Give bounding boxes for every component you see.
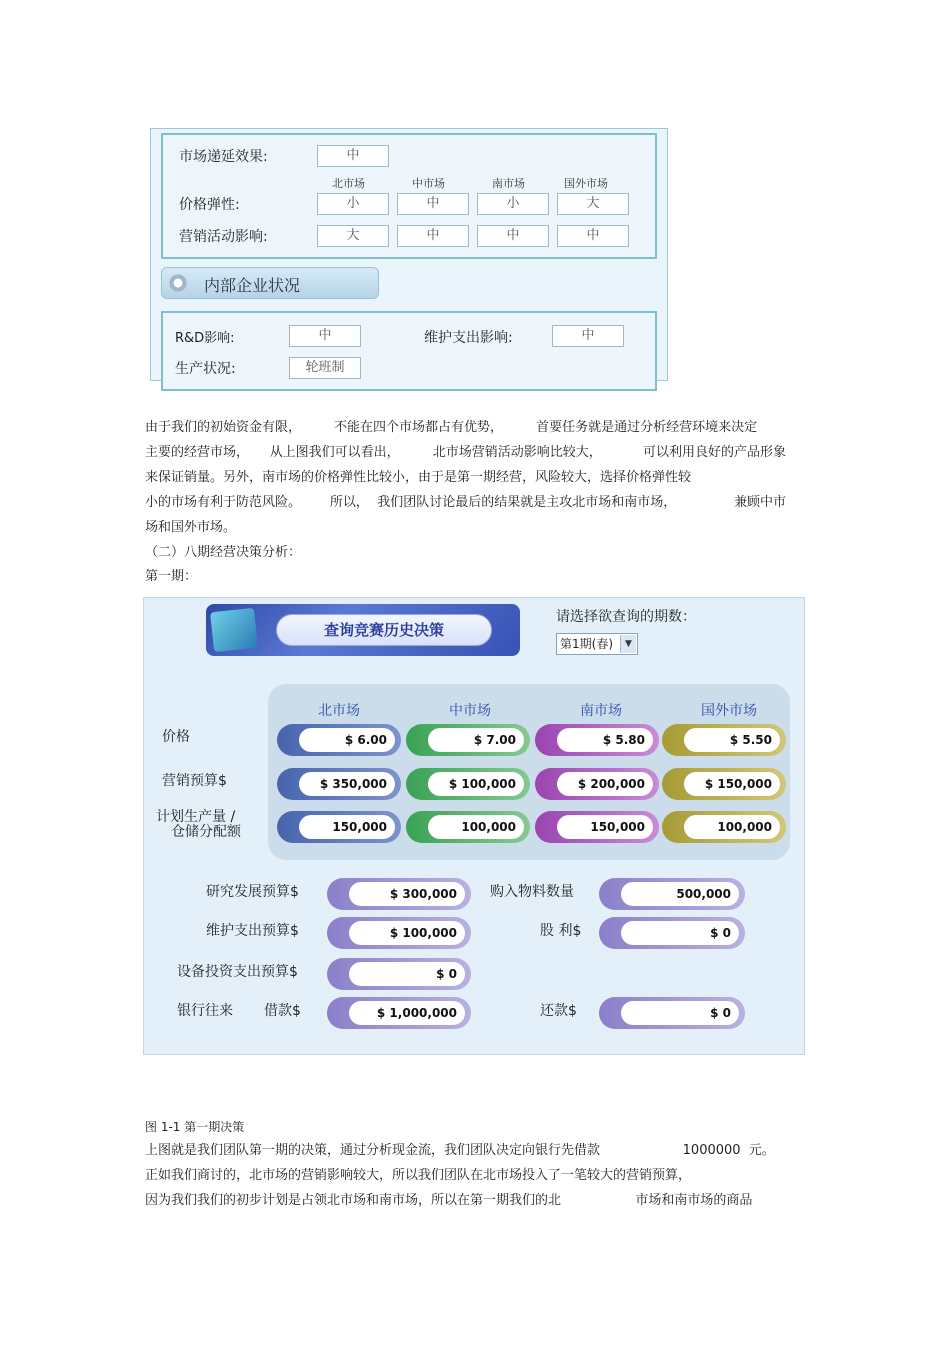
period-select[interactable] bbox=[556, 633, 638, 655]
equipment-budget-label: 设备投资支出预算$ bbox=[177, 964, 298, 980]
budget-value: $ 200,000 bbox=[557, 772, 653, 796]
price-elasticity-south: 小 bbox=[477, 193, 549, 215]
budget-field-foreign[interactable] bbox=[662, 768, 786, 800]
maintenance-budget-label: 维护支出预算$ bbox=[206, 923, 299, 939]
plan-value: 150,000 bbox=[557, 815, 653, 839]
figure-caption: 图 1-1 第一期决策 bbox=[145, 1120, 245, 1134]
loan-field[interactable] bbox=[327, 997, 471, 1029]
equipment-budget-field[interactable] bbox=[327, 958, 471, 990]
rd-budget-value: $ 300,000 bbox=[349, 882, 465, 906]
plan-value: 150,000 bbox=[299, 815, 395, 839]
internal-status-title: 内部企业状况 bbox=[204, 276, 301, 295]
maintenance-budget-field[interactable] bbox=[327, 917, 471, 949]
price-elasticity-central: 中 bbox=[397, 193, 469, 215]
plan-value: 100,000 bbox=[684, 815, 780, 839]
repayment-field[interactable] bbox=[599, 997, 745, 1029]
rd-impact-value: 中 bbox=[289, 325, 361, 347]
market-environment-panel bbox=[150, 128, 668, 381]
market-header-south: 南市场 bbox=[580, 703, 622, 719]
price-value: $ 5.80 bbox=[557, 728, 653, 752]
budget-value: $ 150,000 bbox=[684, 772, 780, 796]
market-header-north: 北市场 bbox=[332, 177, 365, 190]
gear-icon bbox=[168, 273, 188, 293]
body-text-line: 场和国外市场。 bbox=[145, 520, 237, 535]
query-history-button[interactable]: 查询竞赛历史决策 bbox=[276, 614, 492, 646]
period-prompt-label: 请选择欲查询的期数： bbox=[556, 609, 696, 625]
body-text-line: 小的市场有利于防范风险。 所以， 我们团队讨论最后的结果就是主攻北市场和南市场， 兼顾中市 bbox=[145, 495, 787, 510]
budget-value: $ 350,000 bbox=[299, 772, 395, 796]
maintenance-impact-label: 维护支出影响: bbox=[424, 330, 513, 346]
price-value: $ 5.50 bbox=[684, 728, 780, 752]
budget-field-north[interactable] bbox=[277, 768, 401, 800]
maintenance-impact-value: 中 bbox=[552, 325, 624, 347]
planned-production-label: 计划生产量 / bbox=[156, 809, 236, 825]
internal-status-box bbox=[161, 311, 657, 391]
price-field-south[interactable] bbox=[535, 724, 659, 756]
plan-field-north[interactable] bbox=[277, 811, 401, 843]
period-heading: 第一期： bbox=[145, 569, 198, 584]
budget-field-south[interactable] bbox=[535, 768, 659, 800]
internal-status-banner bbox=[161, 267, 379, 299]
monitor-icon bbox=[210, 608, 258, 652]
price-elasticity-north: 小 bbox=[317, 193, 389, 215]
dividend-field[interactable] bbox=[599, 917, 745, 949]
loan-label: 借款$ bbox=[264, 1003, 301, 1019]
material-quantity-label: 购入物料数量 bbox=[490, 884, 574, 900]
warehouse-allocation-label: 仓储分配额 bbox=[171, 824, 241, 840]
marketing-budget-label: 营销预算$ bbox=[162, 773, 227, 789]
body-text-line: 因为我们我们的初步计划是占领北市场和南市场，所以在第一期我们的北 市场和南市场的商品 bbox=[145, 1193, 753, 1208]
marketing-impact-central: 中 bbox=[397, 225, 469, 247]
budget-field-central[interactable] bbox=[406, 768, 530, 800]
market-header-south: 南市场 bbox=[492, 177, 525, 190]
marketing-impact-foreign: 中 bbox=[557, 225, 629, 247]
rd-budget-label: 研究发展预算$ bbox=[206, 884, 299, 900]
price-field-central[interactable] bbox=[406, 724, 530, 756]
dividend-value: $ 0 bbox=[621, 921, 739, 945]
repayment-label: 还款$ bbox=[540, 1003, 577, 1019]
loan-value: $ 1,000,000 bbox=[349, 1001, 465, 1025]
plan-field-foreign[interactable] bbox=[662, 811, 786, 843]
price-field-north[interactable] bbox=[277, 724, 401, 756]
production-status-value: 轮班制 bbox=[289, 357, 361, 379]
rd-impact-label: R&D影响: bbox=[175, 331, 235, 346]
plan-field-central[interactable] bbox=[406, 811, 530, 843]
body-text-line: 上图就是我们团队第一期的决策，通过分析现金流，我们团队决定向银行先借款 1000000 元。 bbox=[145, 1143, 775, 1158]
lag-effect-value: 中 bbox=[317, 145, 389, 167]
rd-budget-field[interactable] bbox=[327, 878, 471, 910]
market-header-foreign: 国外市场 bbox=[701, 703, 757, 719]
marketing-impact-north: 大 bbox=[317, 225, 389, 247]
market-header-north: 北市场 bbox=[318, 703, 360, 719]
dividend-label: 股 利$ bbox=[540, 923, 582, 939]
plan-value: 100,000 bbox=[428, 815, 524, 839]
lag-effect-label: 市场递延效果: bbox=[179, 149, 268, 165]
body-text-line: 正如我们商讨的，北市场的营销影响较大，所以我们团队在北市场投入了一笔较大的营销预算， bbox=[145, 1168, 692, 1183]
query-history-banner bbox=[206, 604, 520, 656]
repayment-value: $ 0 bbox=[621, 1001, 739, 1025]
material-quantity-value: 500,000 bbox=[621, 882, 739, 906]
maintenance-budget-value: $ 100,000 bbox=[349, 921, 465, 945]
market-header-central: 中市场 bbox=[412, 177, 445, 190]
material-quantity-field[interactable] bbox=[599, 878, 745, 910]
bank-transactions-label: 银行往来 bbox=[177, 1003, 233, 1019]
equipment-budget-value: $ 0 bbox=[349, 962, 465, 986]
price-elasticity-label: 价格弹性: bbox=[179, 197, 240, 213]
body-text-line: 来保证销量。另外，南市场的价格弹性比较小，由于是第一期经营，风险较大，选择价格弹性较 bbox=[145, 470, 692, 485]
price-value: $ 7.00 bbox=[428, 728, 524, 752]
body-text-line: 由于我们的初始资金有限， 不能在四个市场都占有优势， 首要任务就是通过分析经营环境来决定 bbox=[145, 420, 758, 435]
decision-panel bbox=[143, 597, 805, 1055]
chevron-down-icon[interactable]: ▼ bbox=[620, 635, 636, 653]
price-value: $ 6.00 bbox=[299, 728, 395, 752]
price-field-foreign[interactable] bbox=[662, 724, 786, 756]
price-label: 价格 bbox=[162, 729, 190, 745]
period-select-value: 第1期(春) bbox=[560, 637, 613, 651]
market-header-foreign: 国外市场 bbox=[564, 177, 608, 190]
marketing-impact-label: 营销活动影响: bbox=[179, 229, 268, 245]
market-header-central: 中市场 bbox=[449, 703, 491, 719]
section-heading: （二）八期经营决策分析： bbox=[145, 545, 302, 560]
body-text-line: 主要的经营市场， 从上图我们可以看出， 北市场营销活动影响比较大， 可以利用良好的产品形象 bbox=[145, 445, 787, 460]
marketing-impact-south: 中 bbox=[477, 225, 549, 247]
plan-field-south[interactable] bbox=[535, 811, 659, 843]
production-status-label: 生产状况: bbox=[175, 361, 236, 377]
budget-value: $ 100,000 bbox=[428, 772, 524, 796]
price-elasticity-foreign: 大 bbox=[557, 193, 629, 215]
